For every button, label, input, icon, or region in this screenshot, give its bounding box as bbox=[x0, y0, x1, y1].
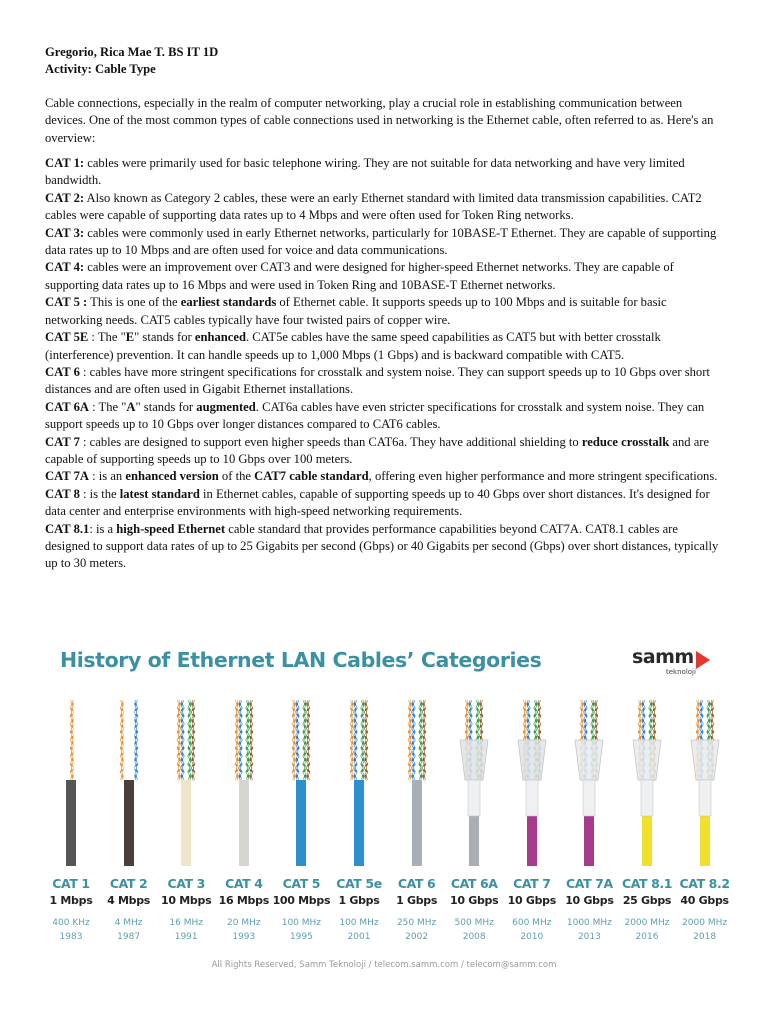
bold-run: CAT 4: bbox=[45, 260, 85, 275]
bold-run: augmented bbox=[196, 399, 256, 414]
bold-run: CAT 5E bbox=[45, 330, 89, 345]
foil-shield bbox=[460, 740, 488, 780]
category-name: CAT 1 bbox=[52, 876, 90, 891]
category-frequency: 100 MHz bbox=[281, 918, 322, 928]
text-run: cable standard that provides performance capabilities beyond CAT7A. CAT8.1 cables are designed to support data rates of up to 25 Gigabits per second (Gbps) or 40 Gigabits per second (Gbps) over short distances, typically up to 30 meters. bbox=[45, 521, 719, 571]
cable-type-item bbox=[45, 364, 725, 399]
category-name: CAT 8.1 bbox=[621, 876, 673, 891]
category-name: CAT 6 bbox=[397, 876, 436, 891]
category-frequency: 2000 MHz bbox=[682, 918, 728, 928]
cable-history-infographic bbox=[0, 636, 768, 1024]
text-run: of Ethernet cable. It supports speeds up to 100 Mbps and is suitable for basic networking needs. CAT5 cables typically have four twisted pairs of copper wire. bbox=[45, 295, 667, 327]
cable-illustration bbox=[215, 700, 273, 870]
cable-illustration bbox=[676, 700, 734, 870]
bold-run: CAT 8.1 bbox=[45, 521, 90, 536]
cable-jacket bbox=[124, 780, 134, 866]
category-speed: 100 Mbps bbox=[272, 894, 331, 907]
bold-run: CAT 7 bbox=[45, 434, 80, 449]
category-frequency: 2000 MHz bbox=[624, 918, 670, 928]
category-name: CAT 4 bbox=[225, 876, 263, 891]
category-speed: 10 Gbps bbox=[450, 894, 499, 907]
cable-jacket bbox=[296, 780, 306, 866]
cable-illustration bbox=[100, 700, 158, 870]
bold-run: high-speed Ethernet bbox=[116, 521, 226, 536]
braided-shield bbox=[575, 740, 603, 780]
category-frequency: 1000 MHz bbox=[566, 918, 612, 928]
category-frequency: 600 MHz bbox=[512, 918, 552, 928]
category-year: 2002 bbox=[405, 932, 429, 942]
category-speed: 10 Gbps bbox=[507, 894, 556, 907]
category-speed: 1 Gbps bbox=[396, 894, 438, 907]
bold-run: CAT 7A bbox=[45, 469, 89, 484]
text-run: : cables have more stringent specifications for crosstalk and system noise. They can support speeds up to 10 Gbps over short distances and are often used in Gigabit Ethernet installations. bbox=[45, 364, 710, 397]
text-run: cables were commonly used in early Ethernet networks, particularly for 10BASE-T Ethernet. They are capable of supporting data rates up to 10 Mbps and are often used for voice and data communications. bbox=[45, 225, 717, 258]
cable-illustration bbox=[330, 700, 388, 870]
category-year: 1991 bbox=[174, 932, 198, 942]
copyright-footer: All Rights Reserved, Samm Teknoloji / telecom.samm.com / telecom@samm.com bbox=[211, 960, 557, 970]
bold-run: CAT 2: bbox=[45, 190, 85, 205]
cable-illustration bbox=[560, 700, 618, 870]
cable-illustration bbox=[272, 700, 330, 870]
bold-run: CAT 5 : bbox=[45, 295, 88, 310]
bold-run: enhanced bbox=[194, 330, 246, 345]
text-run: . CAT5e cables have the same speed capabilities as CAT5 but with better crosstalk (interference) prevention. It can handle speeds up to 1,000 Mbps (1 Gbps) and is backward compatible with CAT5. bbox=[45, 330, 661, 362]
infographic-title: History of Ethernet LAN Cables’ Categories bbox=[60, 648, 542, 672]
cable-shield-sleeve bbox=[526, 780, 538, 816]
category-year: 1993 bbox=[232, 932, 256, 942]
category-speed: 16 Mbps bbox=[218, 894, 269, 907]
category-name: CAT 2 bbox=[109, 876, 148, 891]
bold-run: CAT 1: bbox=[45, 156, 85, 171]
cable-type-item bbox=[45, 468, 725, 485]
cable-type-item bbox=[45, 434, 725, 469]
text-run: : is the bbox=[79, 486, 120, 501]
category-year: 2008 bbox=[462, 932, 486, 942]
cable-type-item bbox=[45, 259, 725, 294]
category-frequency: 100 MHz bbox=[339, 918, 379, 928]
category-frequency: 16 MHz bbox=[169, 918, 203, 928]
text-run: , offering even higher performance and more stringent specifications. bbox=[368, 469, 718, 484]
cable-illustration bbox=[388, 700, 446, 870]
logo-wordmark: samm bbox=[632, 646, 694, 668]
category-name: CAT 3 bbox=[167, 876, 205, 891]
bold-run: CAT7 cable standard bbox=[254, 469, 369, 484]
category-name: CAT 7A bbox=[566, 876, 613, 891]
logo-triangle-icon bbox=[696, 651, 710, 669]
braided-shield bbox=[633, 740, 661, 780]
text-run: . CAT6a cables have even stricter specifications for crosstalk and system noise. They can support speeds up to 10 Gbps over longer distances compared to CAT6 cables. bbox=[45, 399, 705, 432]
category-speed: 40 Gbps bbox=[680, 894, 729, 907]
cable-type-item bbox=[45, 399, 725, 434]
cable-type-item bbox=[45, 225, 725, 260]
cable-shield-sleeve bbox=[641, 780, 653, 816]
cable-jacket bbox=[66, 780, 76, 866]
cable-jacket bbox=[239, 780, 249, 866]
category-speed: 10 Mbps bbox=[161, 894, 212, 907]
cable-type-item bbox=[45, 521, 725, 573]
foil-shield bbox=[518, 740, 546, 780]
cable-type-list bbox=[45, 155, 725, 573]
text-run: cables were an improvement over CAT3 and were designed for higher-speed Ethernet networks. They are capable of supporting data rates up to 16 Mbps and were used in Token Ring and 10BASE-T Ethernet networks. bbox=[45, 260, 674, 292]
author-line: Gregorio, Rica Mae T. BS IT 1D bbox=[45, 45, 219, 59]
category-year: 2001 bbox=[347, 932, 371, 942]
activity-title: Activity: Cable Type bbox=[45, 62, 156, 77]
category-speed: 25 Gbps bbox=[622, 894, 672, 907]
text-run: : is an bbox=[88, 469, 126, 484]
bold-run: CAT 8 bbox=[45, 486, 80, 501]
bold-run: reduce crosstalk bbox=[581, 434, 670, 449]
category-frequency: 4 MHz bbox=[114, 918, 143, 928]
text-run: and are capable of supporting speeds up to 10 Gbps over 100 meters. bbox=[45, 434, 710, 466]
category-year: 1983 bbox=[59, 932, 83, 942]
cable-shield-sleeve bbox=[468, 780, 480, 816]
cable-type-item bbox=[45, 329, 725, 364]
category-frequency: 20 MHz bbox=[227, 918, 261, 928]
cable-illustration bbox=[42, 700, 100, 870]
text-run: in Ethernet cables, capable of supporting speeds up to 40 Gbps over short distances. It's designed for data center and enterprise environments with high-speed networking requirements. bbox=[45, 486, 710, 519]
cable-illustration bbox=[157, 700, 215, 870]
category-year: 2016 bbox=[635, 932, 659, 942]
category-year: 2013 bbox=[577, 932, 601, 942]
bold-run: A bbox=[126, 399, 136, 414]
text-run: Also known as Category 2 cables, these were an early Ethernet standard with limited data transmission capabilities. CAT2 cables were capable of supporting data rates up to 4 Mbps and were often used for Token Ring networks. bbox=[45, 190, 702, 223]
category-year: 1987 bbox=[117, 932, 141, 942]
category-name: CAT 7 bbox=[513, 876, 551, 891]
text-run: of the bbox=[218, 469, 255, 484]
category-year: 2018 bbox=[693, 932, 717, 942]
bold-run: enhanced version bbox=[125, 469, 219, 484]
cable-type-item bbox=[45, 155, 725, 190]
cable-jacket bbox=[354, 780, 364, 866]
cable-jacket bbox=[412, 780, 422, 866]
category-speed: 4 Mbps bbox=[107, 894, 151, 907]
category-frequency: 500 MHz bbox=[454, 918, 494, 928]
bold-run: earliest standards bbox=[180, 295, 277, 310]
text-run: " stands for bbox=[135, 399, 197, 414]
text-run: : The " bbox=[88, 399, 127, 414]
category-name: CAT 5e bbox=[336, 876, 382, 891]
document-body bbox=[45, 44, 725, 573]
braided-shield bbox=[691, 740, 719, 780]
cable-shield-sleeve bbox=[583, 780, 595, 816]
text-run: : The " bbox=[88, 330, 126, 345]
cable-type-item bbox=[45, 486, 725, 521]
bold-run: CAT 3: bbox=[45, 225, 85, 240]
category-name: CAT 8.2 bbox=[679, 876, 730, 891]
samm-logo bbox=[632, 646, 722, 680]
cable-type-item bbox=[45, 190, 725, 225]
category-name: CAT 6A bbox=[450, 876, 498, 891]
cable-illustration bbox=[503, 700, 561, 870]
cable-jacket bbox=[181, 780, 191, 866]
cable-illustration bbox=[618, 700, 676, 870]
cable-type-item bbox=[45, 294, 725, 329]
category-name: CAT 5 bbox=[282, 876, 321, 891]
text-run: : is a bbox=[89, 521, 117, 536]
bold-run: CAT 6A bbox=[45, 399, 89, 414]
logo-subtext: teknoloji bbox=[666, 668, 696, 676]
bold-run: latest standard bbox=[119, 486, 200, 501]
text-run: " stands for bbox=[134, 330, 195, 345]
text-run: cables were primarily used for basic telephone wiring. They are not suitable for data networking and have very limited bandwidth. bbox=[45, 156, 685, 188]
category-speed: 10 Gbps bbox=[565, 894, 614, 907]
category-frequency: 400 KHz bbox=[52, 918, 90, 928]
intro-paragraph: Cable connections, especially in the realm of computer networking, play a crucial role in establishing communication between devices. One of the most common types of cable connections used in networking is the Ethernet cable, often referred to as. Here's an overview: bbox=[45, 95, 714, 145]
category-frequency: 250 MHz bbox=[396, 918, 437, 928]
category-year: 1995 bbox=[289, 932, 313, 942]
bold-run: CAT 6 bbox=[45, 364, 80, 379]
category-speed: 1 Gbps bbox=[338, 894, 380, 907]
cable-illustration bbox=[445, 700, 503, 870]
text-run: : cables are designed to support even higher speeds than CAT6a. They have additional shielding to bbox=[79, 434, 582, 449]
category-speed: 1 Mbps bbox=[49, 894, 93, 907]
bold-run: E bbox=[125, 330, 135, 345]
cable-shield-sleeve bbox=[699, 780, 711, 816]
category-year: 2010 bbox=[520, 932, 544, 942]
text-run: This is one of the bbox=[87, 295, 181, 310]
